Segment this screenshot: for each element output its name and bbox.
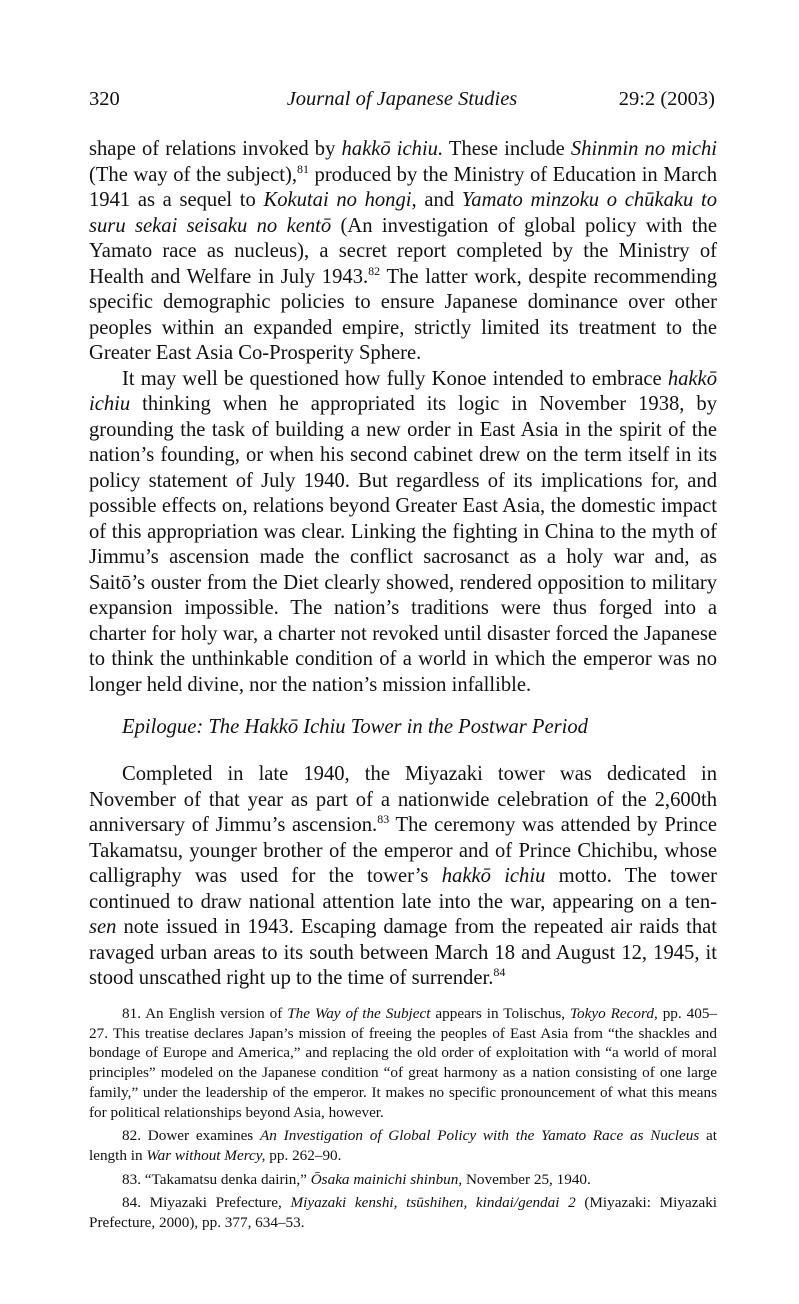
- text-run: and: [416, 189, 462, 211]
- footnotes: [89, 1004, 717, 1233]
- text-run: appears in Tolischus,: [430, 1005, 570, 1022]
- text-run: (An investigation of global policy with the Yamato race as nucleus), a secret report completed by the Ministry of Health and Welfare in July 1943.: [89, 214, 717, 288]
- body-text-epilogue: [89, 762, 717, 992]
- italic-text: hakkō ichiu: [441, 865, 546, 887]
- text-run: The ceremony was attended by Prince Takamatsu, younger brother of the emperor and of Prince Chichibu, whose calligraphy was used for the tower’s: [89, 814, 717, 887]
- text-run: 83. “Takamatsu denka dairin,”: [122, 1170, 311, 1188]
- italic-text: Tokyo Record,: [569, 1005, 658, 1022]
- paragraph: [89, 762, 717, 992]
- text-run: pp. 405–27. This treatise declares Japan’s mission of freeing the peoples of East Asia from “the shackles and bondage of Europe and America,” and replacing the old order of exploitation with “a world of moral principles” modeled on the Japanese condition “of great harmony as a nation consisting of one large family,” under the leadership of the emperor. It makes no specific pronouncement of what this means for political relationships beyond Asia, however.: [89, 1005, 718, 1121]
- footnote: [89, 1193, 717, 1232]
- text-run: These include: [443, 138, 571, 160]
- text-run: 84. Miyazaki Prefecture,: [122, 1194, 291, 1212]
- text-run: It may well be questioned how fully Konoe intended to embrace: [122, 367, 668, 390]
- italic-text: Ōsaka mainichi shinbun,: [310, 1170, 463, 1188]
- italic-text: sen: [89, 916, 117, 938]
- text-run: note issued in 1943. Escaping damage from the repeated air raids that ravaged urban areas to its south between March 18 and August 12, 1945, it stood unscathed right up to the time of surrender.: [89, 916, 717, 989]
- footnote-ref: 84: [493, 965, 506, 979]
- footnote-ref: 82: [368, 263, 381, 278]
- paragraph: [89, 367, 717, 699]
- text-run: (The way of the subject),: [89, 163, 297, 186]
- italic-text: Yamato minzoku o chūkaku to suru sekai seisaku no kentō: [89, 189, 718, 237]
- text-run: 82. Dower examines: [122, 1127, 260, 1145]
- italic-text: hakkō ichiu.: [341, 138, 444, 160]
- text-run: The latter work, despite recommending specific demographic policies to ensure Japanese dominance over other peoples within an expanded empire, strictly limited its treatment to the Greater East Asia Co-Prosperity Sphere.: [89, 265, 717, 364]
- text-run: (Miyazaki: Miyazaki Prefecture, 2000), pp. 377, 634–53.: [89, 1194, 718, 1232]
- page-number: 320: [89, 88, 120, 110]
- italic-text: An Investigation of Global Policy with the Yamato Race as Nucleus: [260, 1127, 700, 1145]
- italic-text: Kokutai no hongi,: [263, 189, 417, 211]
- footnote-ref: 81: [296, 161, 309, 176]
- italic-text: Miyazaki kenshi, tsūshihen, kindai/gendai 2: [290, 1194, 576, 1212]
- italic-text: War without Mercy,: [146, 1146, 266, 1164]
- text-run: at length in: [89, 1127, 717, 1164]
- text-run: shape of relations invoked by: [89, 138, 342, 160]
- text-run: 81. An English version of: [122, 1005, 288, 1022]
- footnote-ref: 83: [377, 812, 390, 826]
- running-header: [89, 88, 715, 116]
- italic-text: Shinmin no michi: [570, 138, 717, 160]
- text-run: motto. The tower continued to draw national attention late into the war, appearing on a ten-: [89, 865, 718, 913]
- footnote: [89, 1170, 717, 1190]
- italic-text: hakkō ichiu: [89, 367, 717, 415]
- footnote: [89, 1126, 717, 1165]
- journal-title: Journal of Japanese Studies: [286, 88, 518, 110]
- text-run: Completed in late 1940, the Miyazaki tower was dedicated in November of that year as part of a nationwide celebration of the 2,600th anniversary of Jimmu’s ascension.: [89, 763, 717, 836]
- body-text: [89, 137, 717, 698]
- text-run: pp. 262–90.: [265, 1146, 342, 1164]
- text-run: November 25, 1940.: [462, 1170, 591, 1188]
- volume-issue: 29:2 (2003): [618, 88, 715, 110]
- text-run: thinking when he appropriated its logic in November 1938, by grounding the task of building a new order in East Asia in the spirit of the nation’s founding, or when his second cabinet drew on the term itself in its policy statement of July 1940. But regardless of its implications for, and possible effects on, relations beyond Greater East Asia, the domestic impact of this appropriation was clear. Linking the fighting in China to the myth of Jimmu’s ascension made the conflict sacrosanct as a holy war and, as Saitō’s ouster from the Diet clearly showed, rendered opposition to military expansion impossible. The nation’s traditions were thus forged into a charter for holy war, a charter not revoked until disaster forced the Japanese to think the unthinkable condition of a world in which the emperor was no longer held divine, nor the nation’s mission infallible.: [89, 393, 717, 696]
- text-run: produced by the Ministry of Education in March 1941 as a sequel to: [89, 163, 717, 211]
- footnote: [89, 1004, 717, 1122]
- paragraph: [89, 137, 717, 367]
- italic-text: The Way of the Subject: [287, 1005, 431, 1022]
- section-heading: Epilogue: The Hakkō Ichiu Tower in the Postwar Period: [122, 716, 588, 738]
